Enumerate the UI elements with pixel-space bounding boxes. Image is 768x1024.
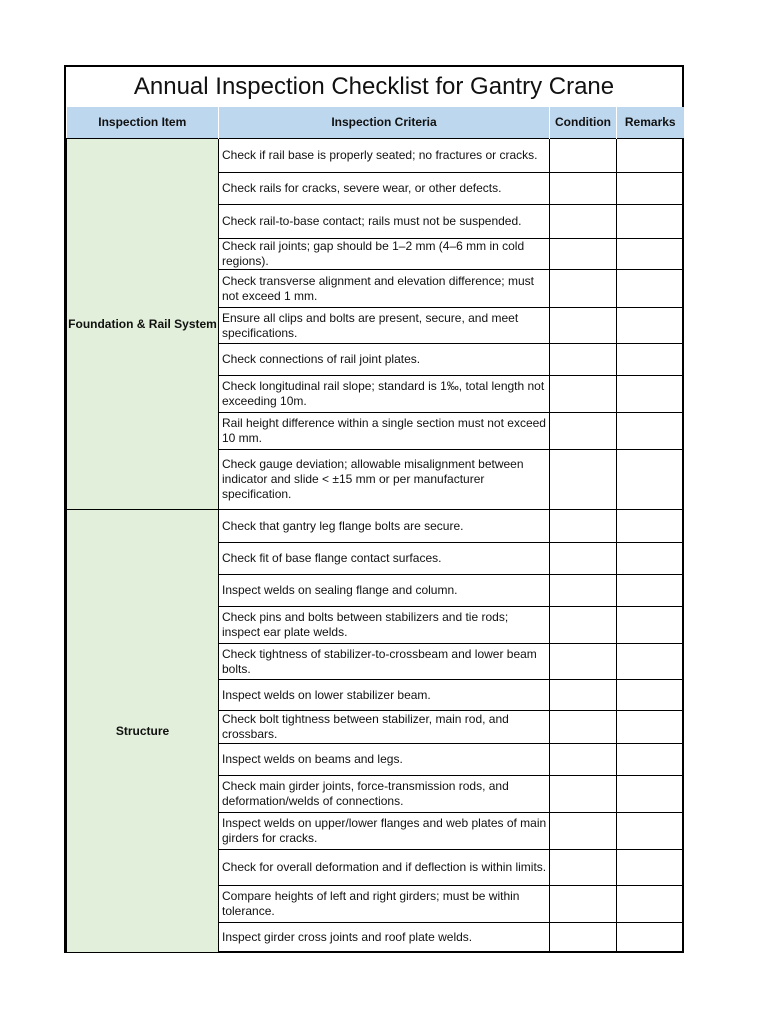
criteria-cell: Inspect welds on lower stabilizer beam. <box>219 680 550 711</box>
condition-cell[interactable] <box>550 139 617 173</box>
condition-cell[interactable] <box>550 308 617 344</box>
condition-cell[interactable] <box>550 413 617 450</box>
condition-cell[interactable] <box>550 239 617 270</box>
page-title: Annual Inspection Checklist for Gantry Crane <box>133 73 615 100</box>
criteria-cell: Rail height difference within a single section must not exceed 10 mm. <box>219 413 550 450</box>
section-name: Foundation & Rail System <box>67 139 219 510</box>
condition-cell[interactable] <box>550 344 617 376</box>
condition-cell[interactable] <box>550 450 617 510</box>
criteria-cell: Check main girder joints, force-transmission rods, and deformation/welds of connections. <box>219 776 550 813</box>
criteria-cell: Compare heights of left and right girders; must be within tolerance. <box>219 886 550 923</box>
remarks-cell[interactable] <box>617 680 684 711</box>
condition-cell[interactable] <box>550 510 617 543</box>
condition-cell[interactable] <box>550 923 617 953</box>
criteria-cell: Check that gantry leg flange bolts are secure. <box>219 510 550 543</box>
remarks-cell[interactable] <box>617 450 684 510</box>
header-condition-label: Condition <box>555 114 611 129</box>
table-row <box>67 139 684 173</box>
criteria-cell: Check bolt tightness between stabilizer, main rod, and crossbars. <box>219 711 550 744</box>
remarks-cell[interactable] <box>617 644 684 680</box>
remarks-cell[interactable] <box>617 510 684 543</box>
header-inspection-criteria: Inspection Criteria <box>219 107 550 139</box>
criteria-cell: Check connections of rail joint plates. <box>219 344 550 376</box>
checklist-sheet <box>64 65 684 953</box>
condition-cell[interactable] <box>550 644 617 680</box>
criteria-cell: Check rail joints; gap should be 1–2 mm (4–6 mm in cold regions). <box>219 239 550 270</box>
criteria-cell: Inspect welds on upper/lower flanges and web plates of main girders for cracks. <box>219 813 550 850</box>
criteria-cell: Check transverse alignment and elevation difference; must not exceed 1 mm. <box>219 270 550 308</box>
remarks-cell[interactable] <box>617 886 684 923</box>
section-name: Structure <box>67 510 219 953</box>
condition-cell[interactable] <box>550 744 617 776</box>
criteria-cell: Check fit of base flange contact surfaces. <box>219 543 550 575</box>
checklist-table <box>66 107 684 953</box>
condition-cell[interactable] <box>550 813 617 850</box>
table-row <box>67 510 684 543</box>
condition-cell[interactable] <box>550 850 617 886</box>
condition-cell[interactable] <box>550 543 617 575</box>
remarks-cell[interactable] <box>617 813 684 850</box>
remarks-cell[interactable] <box>617 850 684 886</box>
header-condition <box>550 107 617 139</box>
header-row <box>67 107 684 139</box>
remarks-cell[interactable] <box>617 575 684 607</box>
remarks-cell[interactable] <box>617 543 684 575</box>
condition-cell[interactable] <box>550 270 617 308</box>
remarks-cell[interactable] <box>617 376 684 413</box>
condition-cell[interactable] <box>550 607 617 644</box>
condition-cell[interactable] <box>550 711 617 744</box>
criteria-cell: Ensure all clips and bolts are present, secure, and meet specifications. <box>219 308 550 344</box>
remarks-cell[interactable] <box>617 308 684 344</box>
remarks-cell[interactable] <box>617 923 684 953</box>
criteria-cell: Check for overall deformation and if deflection is within limits. <box>219 850 550 886</box>
remarks-cell[interactable] <box>617 711 684 744</box>
remarks-cell[interactable] <box>617 270 684 308</box>
remarks-cell[interactable] <box>617 344 684 376</box>
condition-cell[interactable] <box>550 173 617 205</box>
remarks-cell[interactable] <box>617 776 684 813</box>
criteria-cell: Check tightness of stabilizer-to-crossbeam and lower beam bolts. <box>219 644 550 680</box>
remarks-cell[interactable] <box>617 139 684 173</box>
criteria-cell: Check longitudinal rail slope; standard is 1‰, total length not exceeding 10m. <box>219 376 550 413</box>
criteria-cell: Inspect welds on sealing flange and column. <box>219 575 550 607</box>
criteria-cell: Check pins and bolts between stabilizers and tie rods; inspect ear plate welds. <box>219 607 550 644</box>
remarks-cell[interactable] <box>617 744 684 776</box>
header-inspection-item: Inspection Item <box>67 107 219 139</box>
criteria-cell: Check gauge deviation; allowable misalignment between indicator and slide < ±15 mm or per manufacturer specification. <box>219 450 550 510</box>
criteria-cell: Inspect girder cross joints and roof plate welds. <box>219 923 550 953</box>
remarks-cell[interactable] <box>617 607 684 644</box>
header-remarks: Remarks <box>617 107 684 139</box>
condition-cell[interactable] <box>550 205 617 239</box>
remarks-cell[interactable] <box>617 205 684 239</box>
criteria-cell: Check rails for cracks, severe wear, or other defects. <box>219 173 550 205</box>
condition-cell[interactable] <box>550 680 617 711</box>
remarks-cell[interactable] <box>617 239 684 270</box>
criteria-cell: Inspect welds on beams and legs. <box>219 744 550 776</box>
remarks-cell[interactable] <box>617 413 684 450</box>
condition-cell[interactable] <box>550 776 617 813</box>
criteria-cell: Check rail-to-base contact; rails must not be suspended. <box>219 205 550 239</box>
condition-cell[interactable] <box>550 886 617 923</box>
criteria-cell: Check if rail base is properly seated; no fractures or cracks. <box>219 139 550 173</box>
condition-cell[interactable] <box>550 575 617 607</box>
condition-cell[interactable] <box>550 376 617 413</box>
remarks-cell[interactable] <box>617 173 684 205</box>
